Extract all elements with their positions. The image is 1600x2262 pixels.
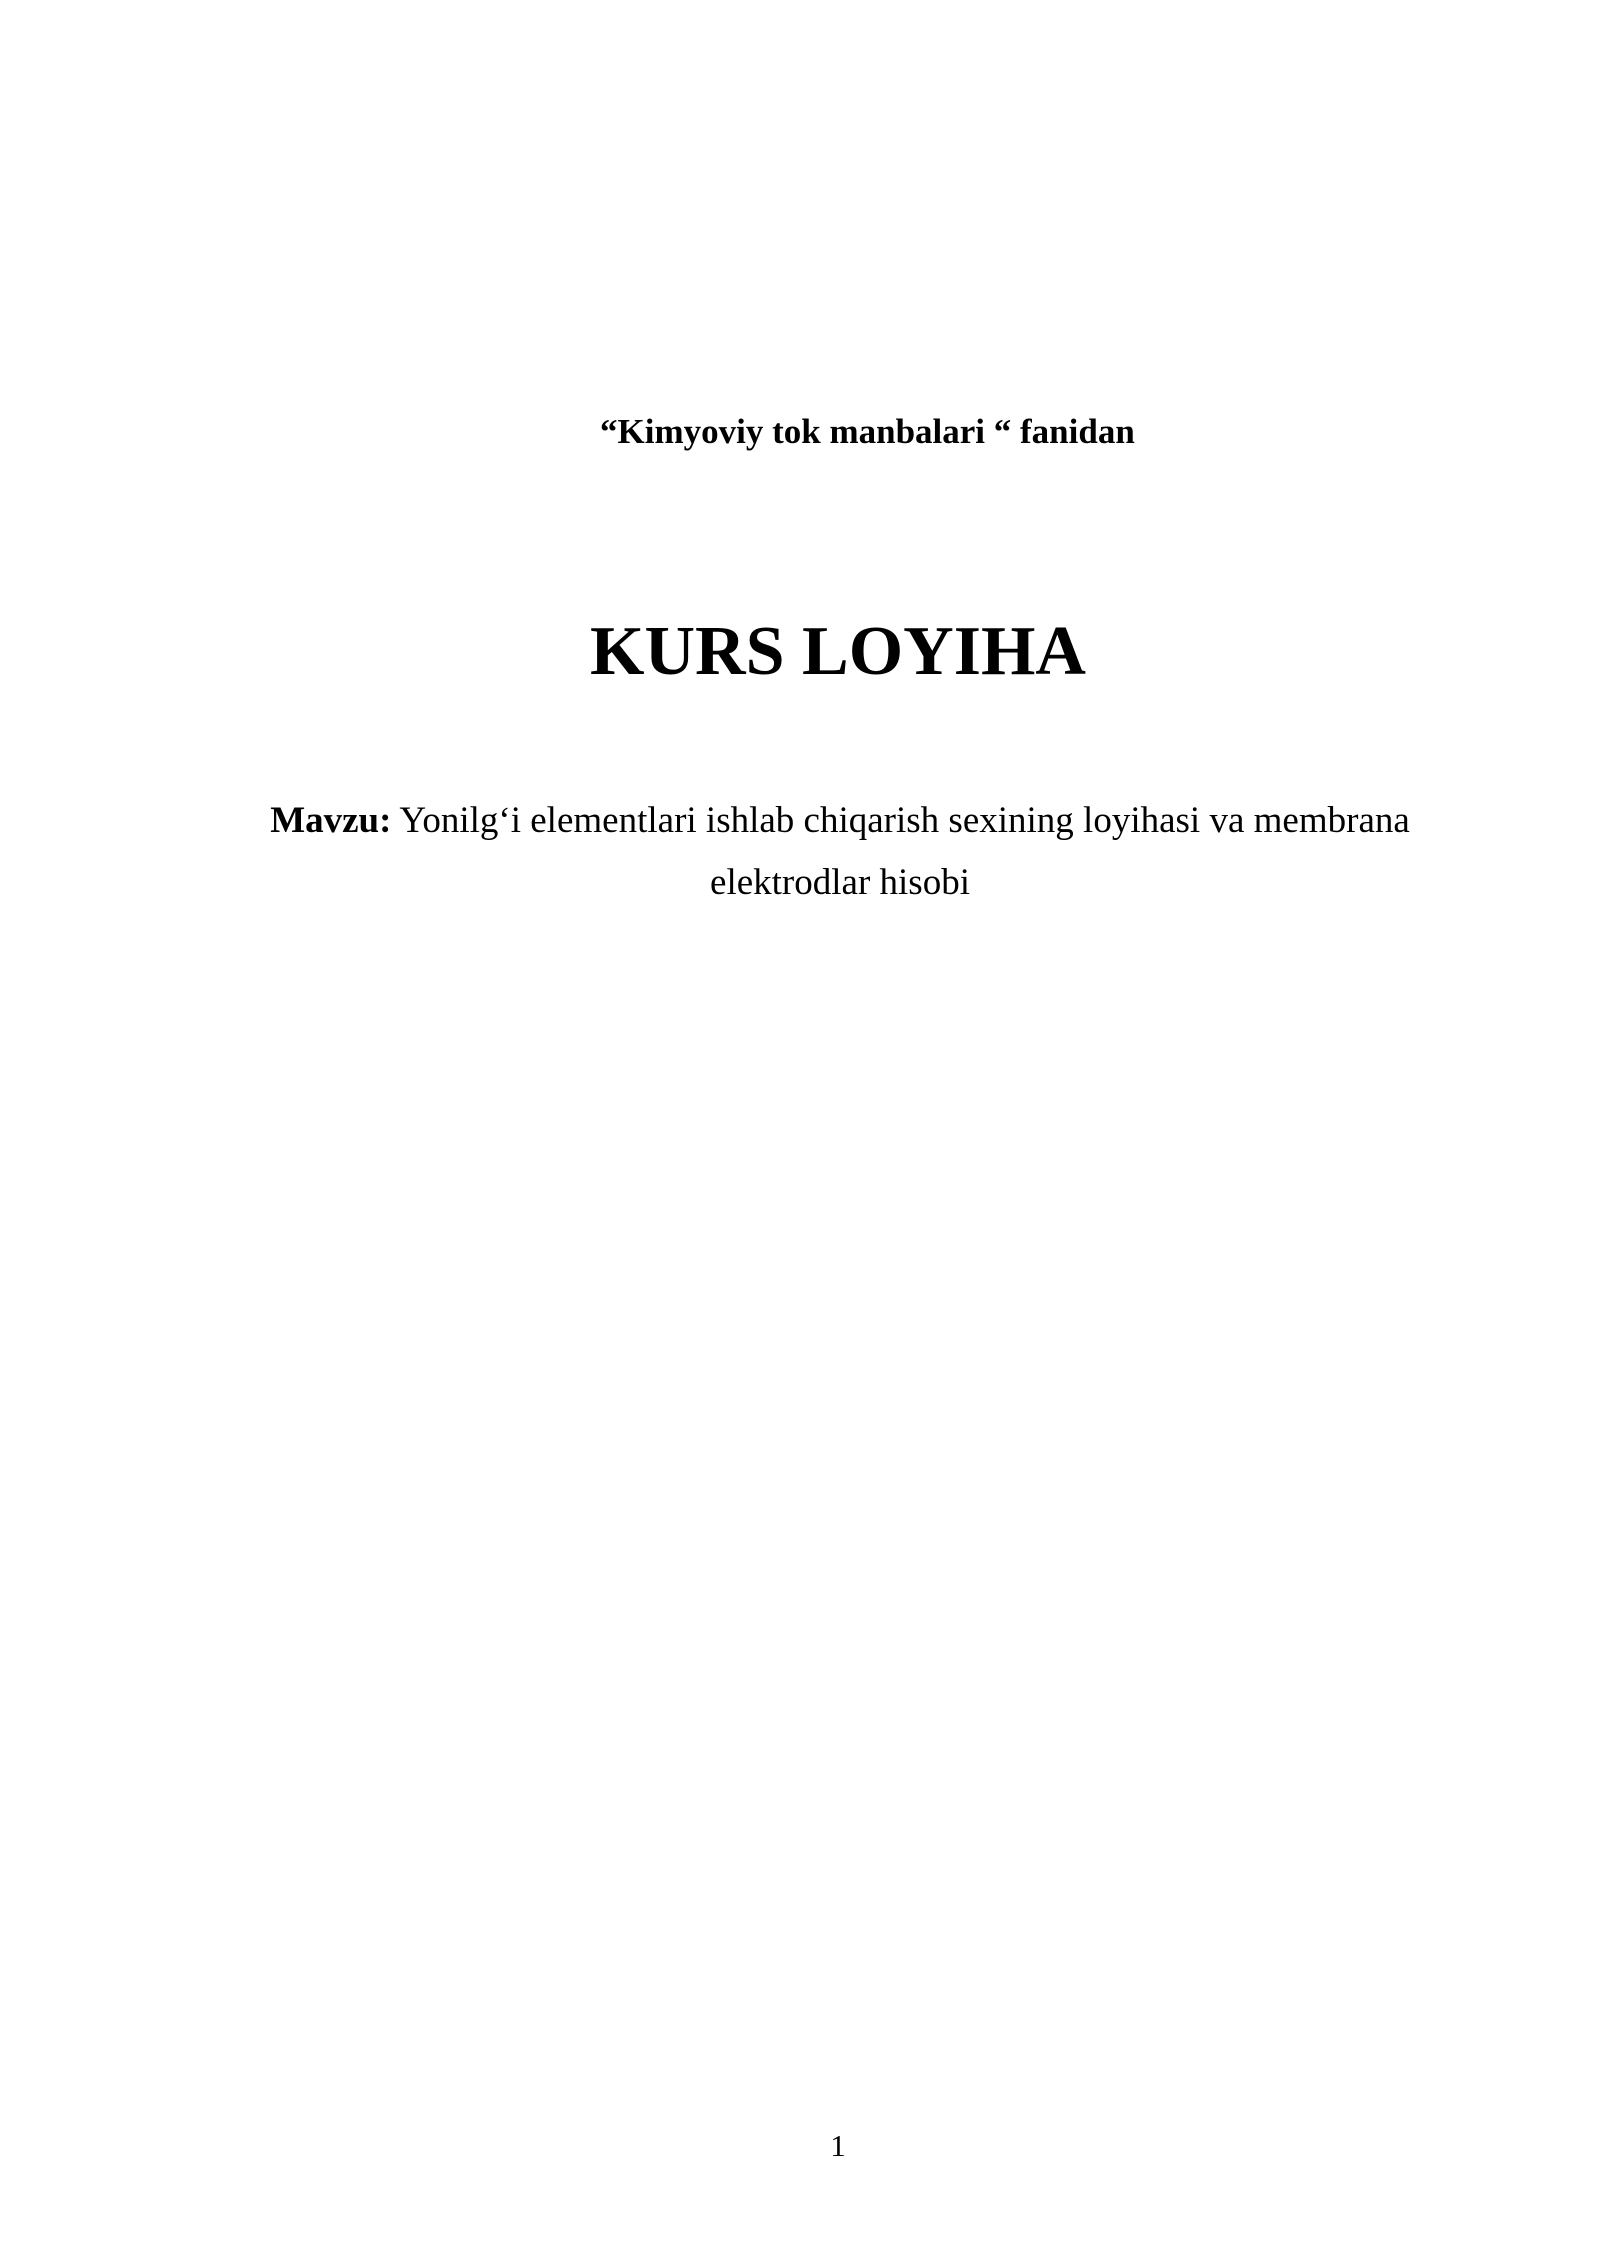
- page-title-text: KURS LOYIHA: [590, 613, 1086, 690]
- course-subject-text: “Kimyoviy tok manbalari “ fanidan: [600, 412, 1135, 451]
- topic-paragraph: [250, 790, 1430, 914]
- topic-label: Mavzu:: [270, 800, 392, 841]
- page-number-text: 1: [830, 2128, 846, 2163]
- page-number: [0, 2128, 1600, 2164]
- topic-text: Yonilg‘i elementlari ishlab chiqarish sexining loyihasi va membrana elektrodlar hisobi: [391, 800, 1410, 903]
- page-title: [0, 612, 1600, 692]
